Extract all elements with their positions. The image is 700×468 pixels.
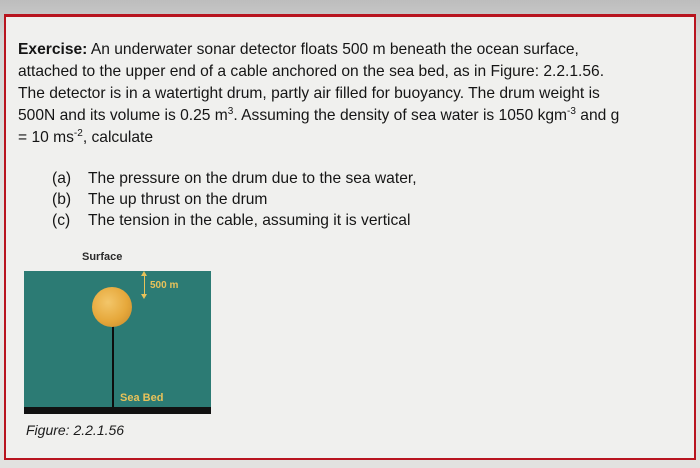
exercise-line-3: The detector is in a watertight drum, partly air filled for buoyancy. The drum weight is [18, 85, 600, 102]
depth-label: 500 m [150, 280, 179, 291]
question-item-a: (a) The pressure on the drum due to the sea water, [52, 170, 417, 187]
figure-caption: Figure: 2.2.1.56 [26, 422, 125, 438]
question-list [52, 168, 417, 231]
question-item-c: (c) The tension in the cable, assuming it is vertical [52, 212, 411, 229]
drum [92, 287, 132, 327]
exercise-line-1 [18, 39, 690, 61]
question-item-b: (b) The up thrust on the drum [52, 191, 268, 208]
seabed-label: Sea Bed [120, 392, 164, 404]
exercise-label: Exercise: [18, 41, 88, 58]
exercise-line-4: 500N and its volume is 0.25 $m^3$. Assuming the density of sea water is 1050 kgm$^{-3}$ and g [18, 106, 620, 124]
exercise-paragraph [18, 39, 690, 149]
seabed [24, 407, 211, 414]
depth-arrow-down-icon [141, 294, 147, 299]
surface-label: Surface [82, 251, 123, 263]
exercise-line-5: = 10 $ms^{-2}$, calculate [18, 128, 154, 146]
exercise-text-1: An underwater sonar detector floats 500 m beneath the ocean surface, [90, 41, 579, 58]
exercise-line-2: attached to the upper end of a cable anchored on the sea bed, as in Figure: 2.2.1.56. [18, 63, 605, 80]
ocean-figure [24, 271, 211, 414]
